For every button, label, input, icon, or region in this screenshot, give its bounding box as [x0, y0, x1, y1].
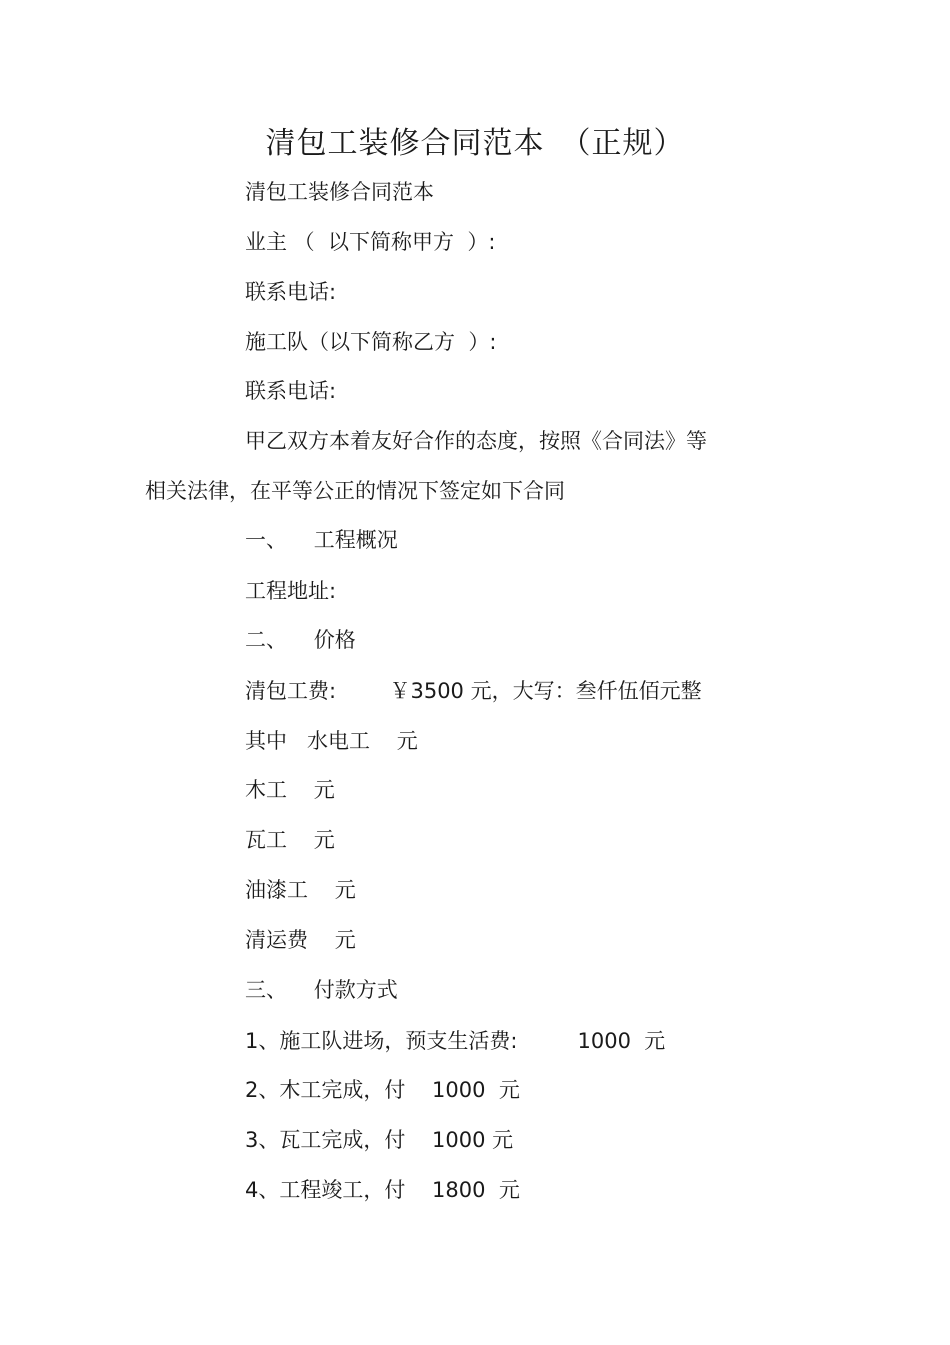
owner-line: 业主 （ 以下简称甲方 ）: [245, 230, 496, 254]
section-2-heading: 二、 价格 [245, 628, 356, 652]
debris-removal-line: 清运费 元 [245, 928, 356, 952]
carpentry-line: 木工 元 [245, 778, 335, 802]
labor-fee-line: 清包工费: ￥3500 元，大写：叁仟伍佰元整 [245, 679, 702, 703]
contractor-line: 施工队（以下简称乙方 ）: [245, 330, 497, 354]
payment-item-2: 2、木工完成，付 1000 元 [245, 1078, 520, 1102]
agreement-paragraph-line-2: 相关法律，在平等公正的情况下签定如下合同 [145, 479, 565, 503]
tiling-line: 瓦工 元 [245, 828, 335, 852]
contractor-phone-line: 联系电话: [245, 379, 337, 403]
payment-item-3: 3、瓦工完成，付 1000 元 [245, 1128, 514, 1152]
section-3-heading: 三、 付款方式 [245, 978, 398, 1002]
subtitle-line: 清包工装修合同范本 [245, 180, 434, 204]
section-1-heading: 一、 工程概况 [245, 528, 398, 552]
payment-item-4: 4、工程竣工，付 1800 元 [245, 1178, 520, 1202]
project-address-line: 工程地址: [245, 579, 337, 603]
owner-phone-line: 联系电话: [245, 280, 337, 304]
document-title: 清包工装修合同范本 （正规） [265, 126, 685, 161]
painting-line: 油漆工 元 [245, 878, 356, 902]
payment-item-1: 1、施工队进场，预支生活费: 1000 元 [245, 1029, 666, 1053]
agreement-paragraph-line-1: 甲乙双方本着友好合作的态度，按照《合同法》等 [245, 429, 707, 453]
plumbing-electrical-line: 其中 水电工 元 [245, 729, 418, 753]
